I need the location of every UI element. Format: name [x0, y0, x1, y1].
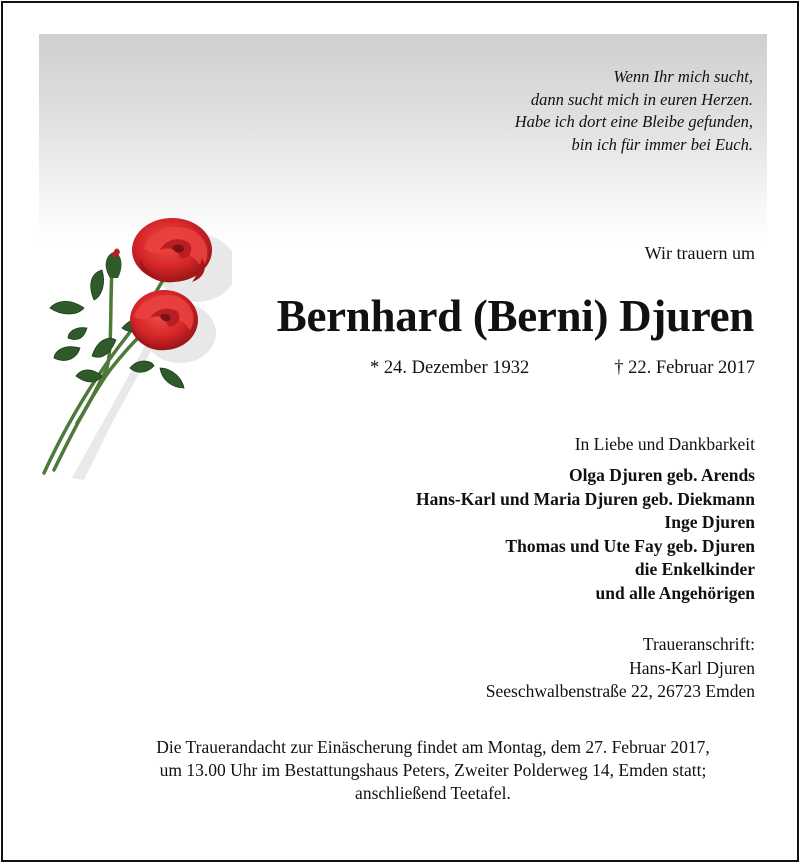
poem	[515, 66, 753, 156]
mourners-list	[416, 464, 755, 606]
mourning-address	[486, 633, 755, 704]
poem-line: bin ich für immer bei Euch.	[571, 134, 753, 154]
birth-date: * 24. Dezember 1932	[370, 358, 530, 378]
mourner-line: Thomas und Ute Fay geb. Djuren	[505, 535, 755, 556]
deceased-name: Bernhard (Berni) Djuren	[276, 291, 754, 341]
mourner-line: und alle Angehörigen	[595, 582, 755, 603]
mourner-line: die Enkelkinder	[634, 559, 755, 580]
closing-phrase: In Liebe und Dankbarkeit	[574, 434, 755, 454]
service-notice	[0, 736, 800, 805]
address-label: Traueranschrift:	[642, 634, 755, 654]
notice-line: anschließend Teetafel.	[355, 783, 511, 803]
death-date: † 22. Februar 2017	[614, 358, 755, 378]
two-red-roses-icon	[32, 208, 232, 488]
mourner-line: Olga Djuren geb. Arends	[568, 465, 755, 485]
poem-line: dann sucht mich in euren Herzen.	[530, 89, 753, 109]
notice-line: um 13.00 Uhr im Bestattungshaus Peters, Zweiter Polderweg 14, Emden statt;	[159, 760, 707, 780]
address-name: Hans-Karl Djuren	[629, 657, 755, 678]
poem-line: Habe ich dort eine Bleibe gefunden,	[514, 112, 753, 131]
address-street: Seeschwalbenstraße 22, 26723 Emden	[485, 681, 755, 702]
notice-line: Die Trauerandacht zur Einäscherung findet am Montag, dem 27. Februar 2017,	[156, 737, 710, 757]
poem-line: Wenn Ihr mich sucht,	[613, 67, 753, 86]
mourner-line: Hans-Karl und Maria Djuren geb. Diekmann	[415, 488, 755, 509]
mourning-heading: Wir trauern um	[644, 243, 755, 263]
mourner-line: Inge Djuren	[664, 512, 755, 533]
